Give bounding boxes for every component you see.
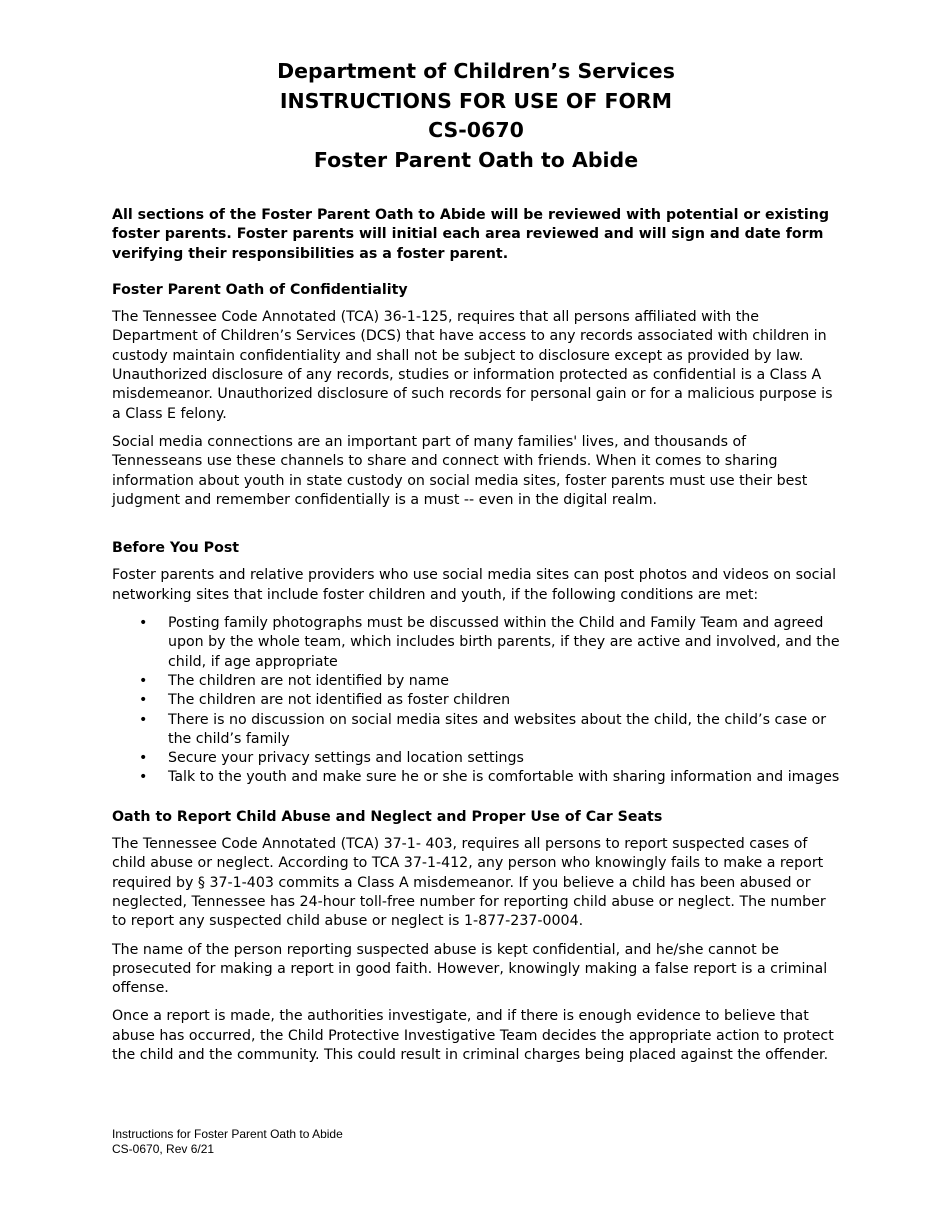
before-you-post-heading: Before You Post bbox=[112, 540, 240, 557]
bullet-icon: • bbox=[139, 672, 148, 689]
report-abuse-paragraph-2: The name of the person reporting suspected abuse is kept confidential, and he/she cannot be prosecuted for making a report in good faith. However, knowingly making a false report is a criminal offense. bbox=[112, 941, 828, 997]
document-title bbox=[112, 57, 840, 175]
list-item: • The children are not identified by name bbox=[112, 672, 840, 691]
footer-document-title: Instructions for Foster Parent Oath to Abide bbox=[112, 1127, 343, 1141]
report-abuse-paragraph-1: The Tennessee Code Annotated (TCA) 37-1- 403, requires all persons to report suspected cases of child abuse or neglect. According to TCA 37-1-412, any person who knowingly fails to make a report required by § 37-1-403 commits a Class A misdemeanor. If you believe a child has been abused or neglected, Tennessee has 24-hour toll-free number for reporting child abuse or neglect. The number to report any suspected child abuse or neglect is 1-877-237-0004. bbox=[112, 836, 826, 930]
title-department: Department of Children’s Services bbox=[277, 59, 675, 83]
confidentiality-paragraph-2: Social media connections are an important part of many families' lives, and thousands of Tennesseans use these channels to share and connect with friends. When it comes to sharing information about youth in state custody on social media sites, foster parents must use their best judgment and remember confidentially is a must -- even in the digital realm. bbox=[112, 433, 808, 508]
list-item: • The children are not identified as foster children bbox=[112, 691, 840, 710]
confidentiality-heading: Foster Parent Oath of Confidentiality bbox=[112, 281, 408, 298]
list-item: • Secure your privacy settings and location settings bbox=[112, 749, 840, 768]
title-instructions: INSTRUCTIONS FOR USE OF FORM bbox=[279, 88, 673, 113]
bullet-icon: • bbox=[139, 692, 148, 709]
page-footer bbox=[112, 1127, 343, 1156]
title-form-name: Foster Parent Oath to Abide bbox=[313, 147, 639, 172]
report-abuse-heading: Oath to Report Child Abuse and Neglect and Proper Use of Car Seats bbox=[112, 808, 663, 825]
bullet-icon: • bbox=[139, 769, 148, 786]
confidentiality-paragraph-1: The Tennessee Code Annotated (TCA) 36-1-125, requires that all persons affiliated with the Department of Children’s Services (DCS) that have access to any records associated with children in custody maintain confidentiality and shall not be subject to disclosure except as provided by law. Unauthorized disclosure of any records, studies or information protected as confidential is a Class A misdemeanor. Unauthorized disclosure of such records for personal gain or for a malicious purpose is a Class E felony. bbox=[112, 309, 833, 422]
bullet-icon: • bbox=[139, 750, 148, 767]
footer-form-revision: CS-0670, Rev 6/21 bbox=[112, 1141, 215, 1156]
intro-paragraph: All sections of the Foster Parent Oath to Abide will be reviewed with potential or existing foster parents. Foster parents will initial each area reviewed and will sign and date form verifying their responsibilities as a foster parent. bbox=[112, 207, 830, 262]
list-item: • Talk to the youth and make sure he or she is comfortable with sharing information and images bbox=[112, 768, 840, 787]
title-form-number: CS-0670 bbox=[428, 118, 524, 142]
conditions-list bbox=[112, 614, 840, 788]
document-page bbox=[112, 57, 840, 1074]
report-abuse-paragraph-3: Once a report is made, the authorities investigate, and if there is enough evidence to believe that abuse has occurred, the Child Protective Investigative Team decides the appropriate action to protect the child and the community. This could result in criminal charges being placed against the offender. bbox=[112, 1008, 834, 1063]
list-item: • There is no discussion on social media sites and websites about the child, the child’s case or the child’s family bbox=[139, 711, 827, 747]
bullet-icon: • bbox=[139, 615, 148, 632]
list-item: • Posting family photographs must be discussed within the Child and Family Team and agreed upon by the whole team, which includes birth parents, if they are active and involved, and the child, if age appropriate bbox=[139, 615, 840, 670]
bullet-icon: • bbox=[139, 711, 148, 728]
before-you-post-paragraph: Foster parents and relative providers who use social media sites can post photos and videos on social networking sites that include foster children and youth, if the following conditions are met: bbox=[112, 567, 837, 603]
